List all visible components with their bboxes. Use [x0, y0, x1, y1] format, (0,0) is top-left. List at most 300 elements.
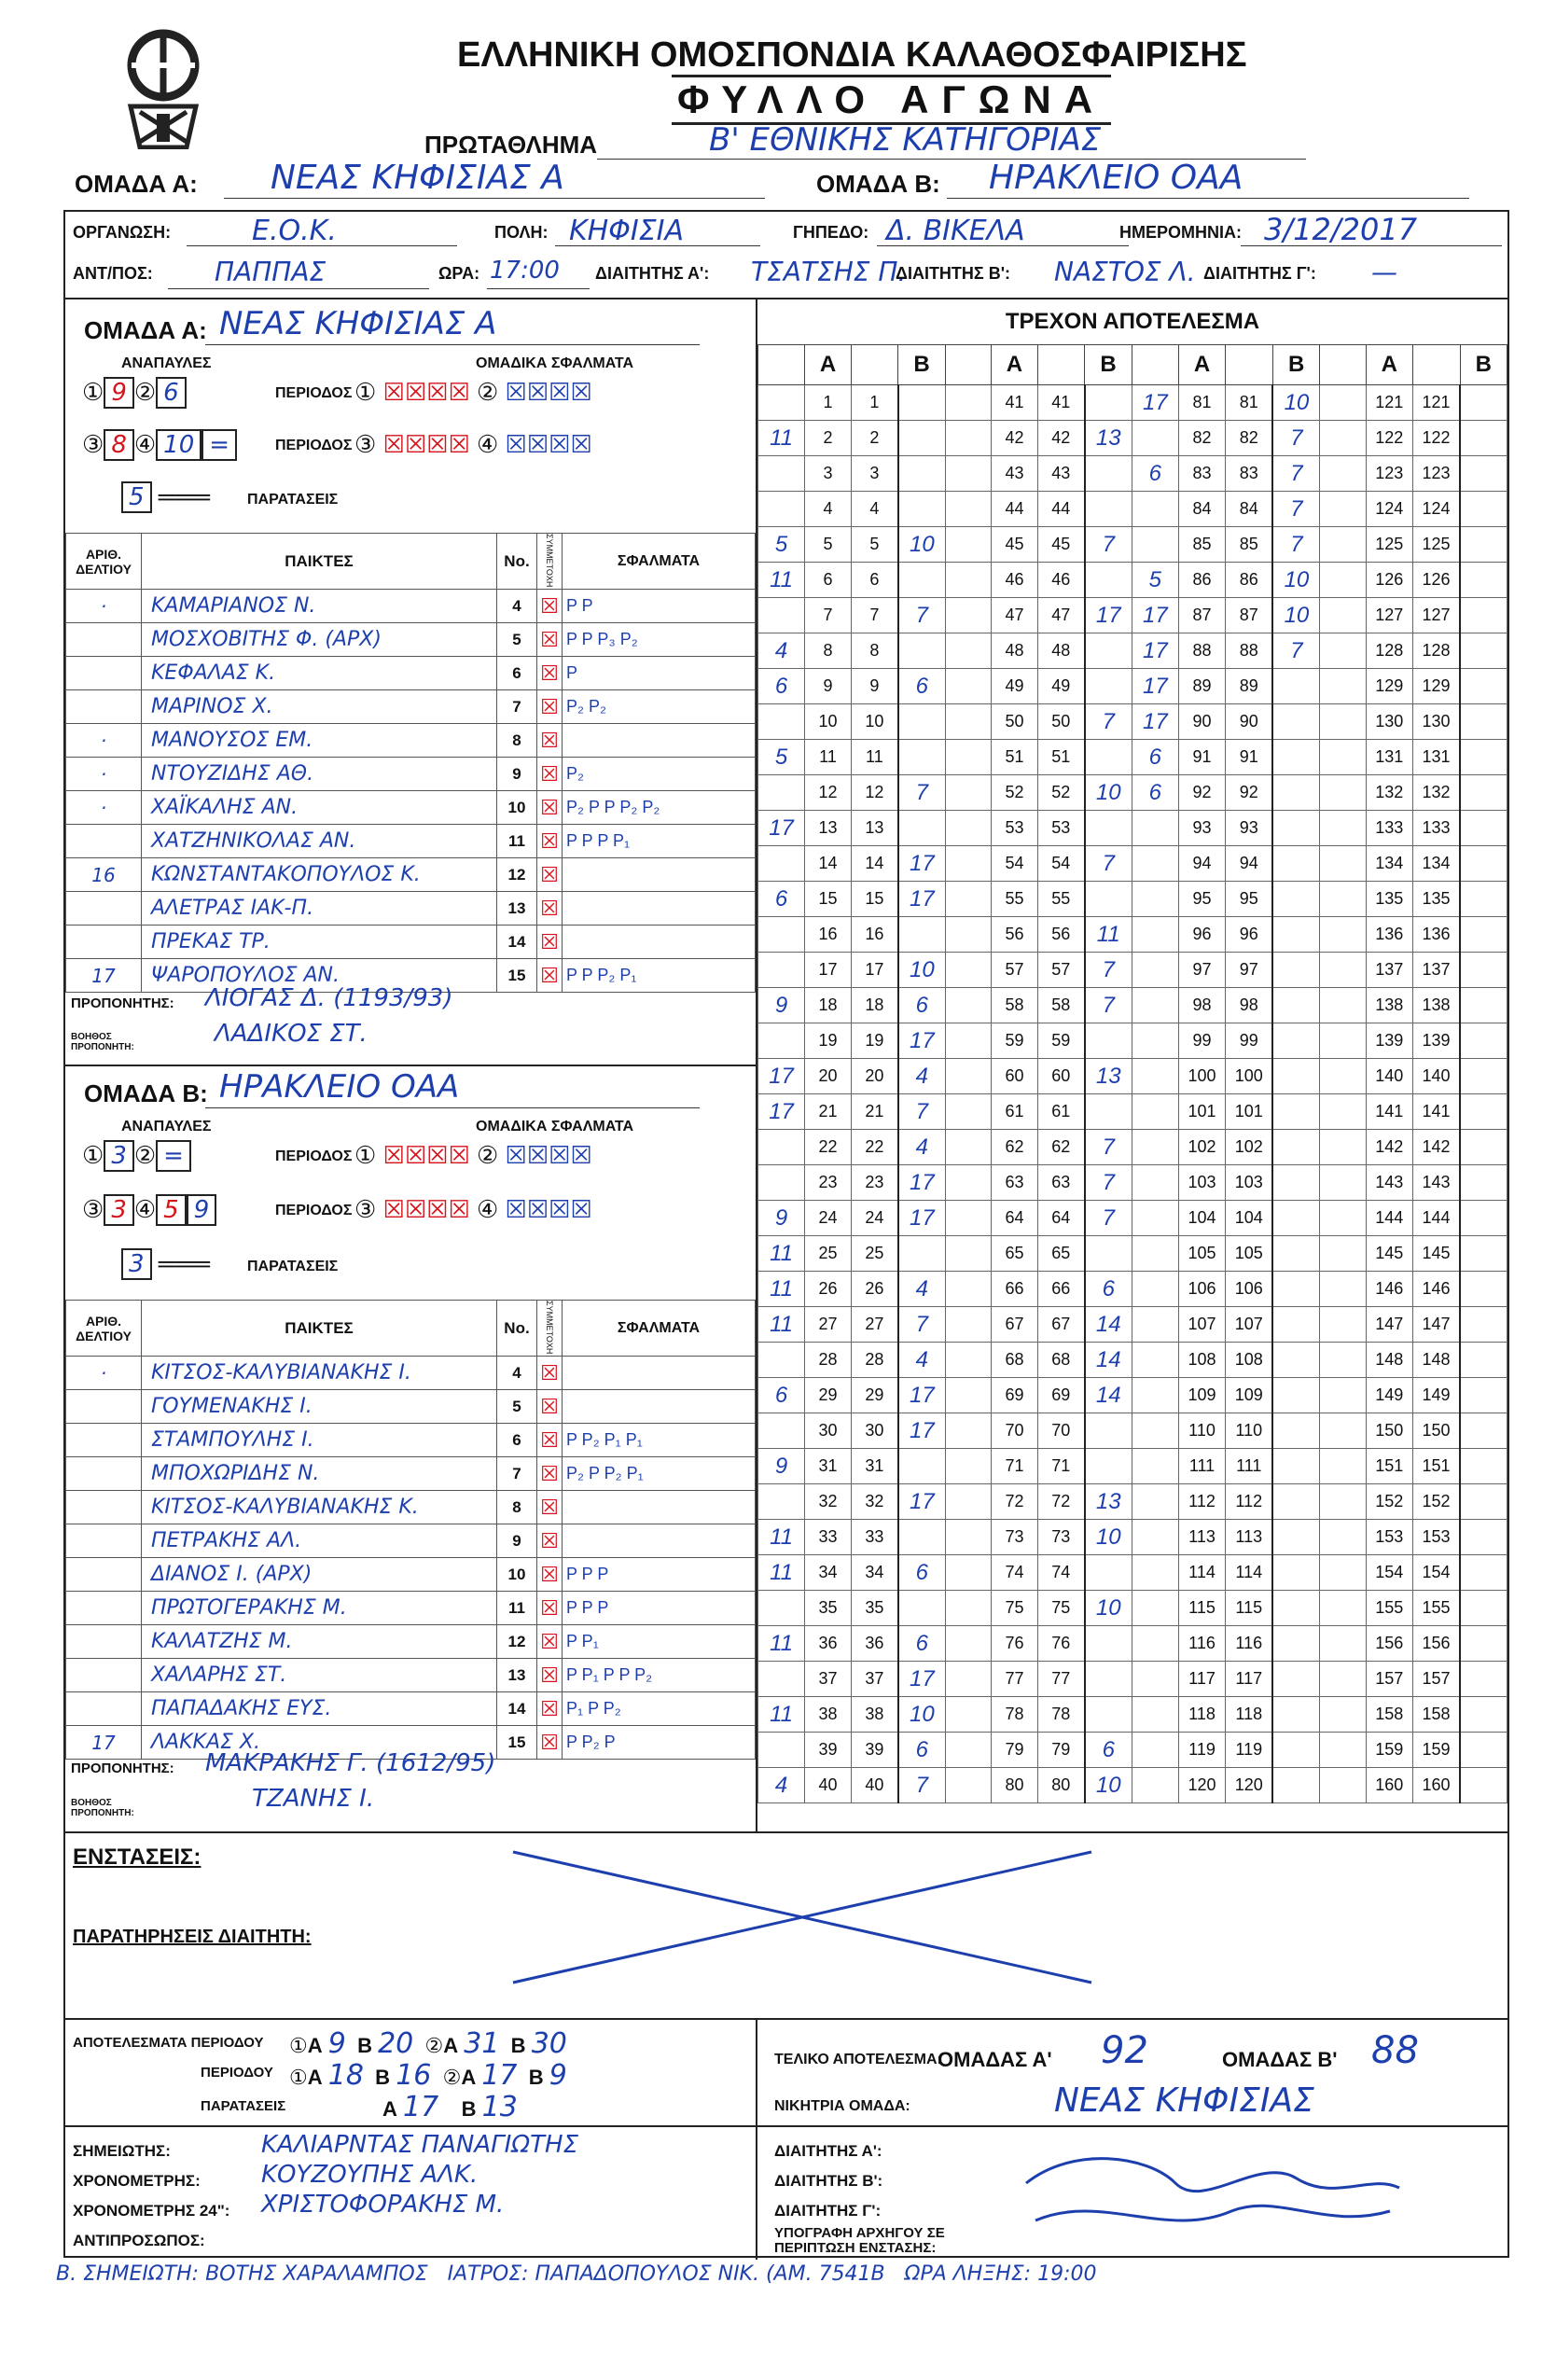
participation-mark: ☒: [537, 1457, 563, 1491]
player-fouls: P P₂ P₁ P₁: [563, 1424, 756, 1457]
score-row: [758, 527, 1507, 563]
score-row: [758, 1449, 1507, 1484]
score-b-point: 54: [1037, 846, 1084, 882]
score-row: [758, 1059, 1507, 1094]
org-label: ΟΡΓΑΝΩΣΗ:: [73, 223, 172, 242]
date-label: ΗΜΕΡΟΜΗΝΙΑ:: [1119, 223, 1242, 242]
scorer-a-number: [945, 1484, 991, 1520]
score-b-point: 104: [1226, 1201, 1273, 1236]
player-fouls: [563, 1357, 756, 1390]
scorer-b-number: [1460, 1733, 1507, 1768]
scorer-a-number: [1320, 1307, 1366, 1343]
score-a-point: 58: [992, 988, 1038, 1023]
scorer-b-number: [1272, 740, 1320, 775]
results-label: ΑΠΟΤΕΛΕΣΜΑΤΑ ΠΕΡΙΟΔΟΥ: [73, 2035, 264, 2051]
player-name: ΧΑΤΖΗΝΙΚΟΛΑΣ ΑΝ.: [142, 825, 497, 858]
scorer-b-number: [1460, 882, 1507, 917]
score-b-point: 47: [1037, 598, 1084, 633]
score-b-point: 51: [1037, 740, 1084, 775]
player-number: 14: [497, 1692, 537, 1726]
scorer-b-number: [1085, 1697, 1132, 1733]
scorer-a-number: [1320, 1165, 1366, 1201]
scorer-b-number: [898, 704, 946, 740]
score-b-point: 114: [1226, 1555, 1273, 1591]
score-a-point: 120: [1178, 1768, 1225, 1803]
scorer-b-number: 10: [1272, 563, 1320, 598]
player-fouls: P₂ P P₂ P₁: [563, 1457, 756, 1491]
score-row: [758, 456, 1507, 492]
participation-mark: ☒: [537, 657, 563, 690]
scorer-a-number: [1132, 1165, 1178, 1201]
score-a-point: 133: [1366, 811, 1412, 846]
scorer-b-number: [1460, 1236, 1507, 1272]
player-fouls: P P: [563, 590, 756, 623]
scorer-b-number: 7: [1272, 456, 1320, 492]
score-a-point: 62: [992, 1130, 1038, 1165]
score-b-point: 10: [851, 704, 897, 740]
score-b-point: 152: [1412, 1484, 1460, 1520]
scorer-a-number: [945, 1236, 991, 1272]
scorer-b-number: [1460, 1201, 1507, 1236]
scorer-a-number: 11: [758, 1236, 805, 1272]
scorer-b-number: [1460, 1626, 1507, 1662]
score-b-point: 160: [1412, 1768, 1460, 1803]
score-row: [758, 1484, 1507, 1520]
overtime-timeouts: 5 ═══: [121, 482, 210, 511]
scorer-a-number: [945, 811, 991, 846]
score-a-point: 157: [1366, 1662, 1412, 1697]
player-number: 6: [497, 1424, 537, 1457]
scorer-a-number: [1320, 953, 1366, 988]
player-number: 7: [497, 690, 537, 724]
scorer-b-number: 10: [1272, 598, 1320, 633]
scorer-a-number: [1320, 1343, 1366, 1378]
participation-mark: ☒: [537, 1524, 563, 1558]
info-block: [65, 212, 1507, 299]
player-number: 11: [497, 1592, 537, 1625]
score-b-point: 79: [1037, 1733, 1084, 1768]
score-row: [758, 1591, 1507, 1626]
score-a-point: 57: [992, 953, 1038, 988]
scorer-a-number: [1132, 1591, 1178, 1626]
score-b-point: 18: [851, 988, 897, 1023]
scorer-a-number: [1320, 882, 1366, 917]
score-b-point: 23: [851, 1165, 897, 1201]
scorer-a-number: [1132, 1449, 1178, 1484]
score-a-point: 155: [1366, 1591, 1412, 1626]
score-row: [758, 1201, 1507, 1236]
score-a-point: 82: [1178, 421, 1225, 456]
score-b-point: 100: [1226, 1059, 1273, 1094]
score-a-point: 74: [992, 1555, 1038, 1591]
score-b-point: 2: [851, 421, 897, 456]
scorer-b-number: 17: [898, 1484, 946, 1520]
score-a-point: 96: [1178, 917, 1225, 953]
score-a-point: 43: [992, 456, 1038, 492]
scorer-a-number: [945, 882, 991, 917]
player-name: ΧΑΛΑΡΗΣ ΣΤ.: [142, 1659, 497, 1692]
scorer-b-number: [898, 492, 946, 527]
score-a-point: 151: [1366, 1449, 1412, 1484]
scorer-b-number: 4: [898, 1272, 946, 1307]
scorer-b-number: [1460, 1449, 1507, 1484]
scorer-a-number: [1320, 456, 1366, 492]
scorer-a-number: [945, 846, 991, 882]
player-name: ΚΕΦΑΛΑΣ Κ.: [142, 657, 497, 690]
scorer-a-number: [945, 1555, 991, 1591]
score-row: [758, 669, 1507, 704]
score-b-point: 58: [1037, 988, 1084, 1023]
scorer-b-number: [1272, 917, 1320, 953]
scorer-b-number: [1085, 385, 1132, 421]
score-a-point: 40: [805, 1768, 852, 1803]
scorer-a-number: [945, 1272, 991, 1307]
score-a-point: 99: [1178, 1023, 1225, 1059]
score-column-header: [945, 345, 991, 385]
score-row: [758, 1236, 1507, 1272]
score-a-point: 159: [1366, 1733, 1412, 1768]
score-a-point: 36: [805, 1626, 852, 1662]
score-a-point: 130: [1366, 704, 1412, 740]
scorer-b-number: [898, 1591, 946, 1626]
score-a-point: 101: [1178, 1094, 1225, 1130]
score-row: [758, 385, 1507, 421]
scorer-b-number: 17: [898, 1413, 946, 1449]
running-score-title: ΤΡΕΧΟΝ ΑΠΟΤΕΛΕΣΜΑ: [1005, 309, 1260, 334]
player-name: ΠΕΤΡΑΚΗΣ ΑΛ.: [142, 1524, 497, 1558]
score-column-header: [1412, 345, 1460, 385]
scorer-a-number: [758, 704, 805, 740]
running-score-panel: [757, 299, 1507, 1831]
team-b-coach-label: ΠΡΟΠΟΝΗΤΗΣ:: [71, 1761, 174, 1776]
scorer-a-number: [945, 527, 991, 563]
score-b-point: 80: [1037, 1768, 1084, 1803]
rep-label: ΑΝΤ/ΠΟΣ:: [73, 264, 153, 283]
score-b-point: 102: [1226, 1130, 1273, 1165]
score-a-point: 68: [992, 1343, 1038, 1378]
score-column-header: Β: [898, 345, 946, 385]
player-name: ΠΑΠΑΔΑΚΗΣ ΕΥΣ.: [142, 1692, 497, 1726]
participation-mark: ☒: [537, 623, 563, 657]
scorer-b-number: 6: [898, 1626, 946, 1662]
scorer-a-number: 11: [758, 421, 805, 456]
scorer-a-number: [1320, 740, 1366, 775]
scorer-b-number: 7: [1085, 953, 1132, 988]
score-a-point: 121: [1366, 385, 1412, 421]
player-card-number: [66, 1625, 142, 1659]
scorer-a-number: [1320, 1520, 1366, 1555]
team-b-fouls-p3-p4: ③ ☒☒☒☒ ④ ☒☒☒☒: [354, 1195, 592, 1224]
city-value: ΚΗΦΙΣΙΑ: [569, 215, 685, 247]
score-a-point: 35: [805, 1591, 852, 1626]
team-b-title-label: ΟΜΑΔΑ Β:: [84, 1079, 208, 1107]
score-b-point: 130: [1412, 704, 1460, 740]
score-b-point: 107: [1226, 1307, 1273, 1343]
scorer-b-number: [1272, 1165, 1320, 1201]
scorer-b-number: 6: [1085, 1733, 1132, 1768]
score-row: [758, 704, 1507, 740]
score-b-point: 92: [1226, 775, 1273, 811]
player-fouls: [563, 1524, 756, 1558]
score-row: [758, 775, 1507, 811]
scorer-a-number: [1132, 1094, 1178, 1130]
score-b-point: 121: [1412, 385, 1460, 421]
scorer-b-number: 13: [1085, 1484, 1132, 1520]
player-card-number: ·: [66, 590, 142, 623]
scorer-a-number: 17: [1132, 633, 1178, 669]
scorer-a-number: [1320, 1413, 1366, 1449]
player-card-number: 16: [66, 858, 142, 892]
scorer-a-number: [1132, 882, 1178, 917]
player-name: ΧΑΪΚΑΛΗΣ ΑΝ.: [142, 791, 497, 825]
participation-mark: ☒: [537, 791, 563, 825]
scorer-a-number: 17: [758, 1094, 805, 1130]
score-b-point: 17: [851, 953, 897, 988]
final-score-b: 88: [1371, 2029, 1419, 2072]
scorer-b-number: [1272, 1626, 1320, 1662]
score-b-point: 110: [1226, 1413, 1273, 1449]
score-b-point: 131: [1412, 740, 1460, 775]
score-b-point: 89: [1226, 669, 1273, 704]
rep-value: ΠΑΠΠΑΣ: [215, 257, 326, 287]
scorer-b-number: [1272, 1662, 1320, 1697]
score-b-point: 117: [1226, 1662, 1273, 1697]
scorer-a-number: [1320, 1591, 1366, 1626]
score-a-point: 156: [1366, 1626, 1412, 1662]
score-a-point: 72: [992, 1484, 1038, 1520]
score-b-point: 29: [851, 1378, 897, 1413]
player-name: ΨΑΡΟΠΟΥΛΟΣ ΑΝ.: [142, 959, 497, 993]
score-b-point: 95: [1226, 882, 1273, 917]
scorer-b-number: 17: [898, 1165, 946, 1201]
scorer-a-number: [1320, 633, 1366, 669]
scorer-a-number: [758, 1413, 805, 1449]
scorer-b-number: [1272, 1733, 1320, 1768]
scorer-a-number: [758, 846, 805, 882]
score-a-point: 1: [805, 385, 852, 421]
score-a-point: 154: [1366, 1555, 1412, 1591]
championship-label: ΠΡΩΤΑΘΛΗΜΑ: [424, 131, 598, 159]
score-column-header: [758, 345, 805, 385]
scorer-b-number: [1460, 1484, 1507, 1520]
player-number: 11: [497, 825, 537, 858]
score-a-point: 125: [1366, 527, 1412, 563]
score-column-header: [1320, 345, 1366, 385]
player-card-number: ·: [66, 724, 142, 758]
scorer-a-number: [945, 598, 991, 633]
score-a-point: 34: [805, 1555, 852, 1591]
score-a-point: 65: [992, 1236, 1038, 1272]
score-row: [758, 846, 1507, 882]
scorer-a-number: [1320, 1697, 1366, 1733]
team-a-player-row: [66, 758, 756, 791]
scorer-b-number: 7: [1085, 1201, 1132, 1236]
scorer-b-number: [1460, 846, 1507, 882]
participation-mark: ☒: [537, 690, 563, 724]
player-number: 5: [497, 1390, 537, 1424]
score-a-point: 5: [805, 527, 852, 563]
score-row: [758, 953, 1507, 988]
score-b-point: 52: [1037, 775, 1084, 811]
scorer-b-number: [898, 421, 946, 456]
timeouts-half1: ① 9 ② 6: [82, 378, 187, 407]
team-b-player-row: [66, 1491, 756, 1524]
score-a-point: 112: [1178, 1484, 1225, 1520]
score-a-point: 46: [992, 563, 1038, 598]
score-b-point: 126: [1412, 563, 1460, 598]
scorer-a-number: [945, 1413, 991, 1449]
score-a-point: 7: [805, 598, 852, 633]
score-a-point: 41: [992, 385, 1038, 421]
city-label: ΠΟΛΗ:: [494, 223, 549, 242]
scorer-b-number: [1085, 811, 1132, 846]
ref3-value: —: [1371, 257, 1397, 287]
player-number: 13: [497, 892, 537, 926]
scorer-b-number: 7: [898, 1307, 946, 1343]
scorer-a-number: [1320, 811, 1366, 846]
score-a-point: 19: [805, 1023, 852, 1059]
score-b-point: 48: [1037, 633, 1084, 669]
results-block: ΑΠΟΤΕΛΕΣΜΑΤΑ ΠΕΡΙΟΔΟΥ ΠΕΡΙΟΔΟΥ ΠΑΡΑΤΑΣΕΙΣ ①A 9 B 20 ②A 31 B 30 ①A 18 B 16 ②A 17 B 9 A 17 B 13 ΤΕΛΙΚΟ ΑΠΟΤΕΛΕΣΜΑ: ΟΜΑΔΑΣ Α' 92 ΟΜΑΔΑΣ Β' 88 ΝΙΚΗΤΡΙΑ ΟΜΑΔΑ: ΝΕΑΣ ΚΗΦΙΣΙΑΣ: [65, 2018, 1507, 2127]
scorer-b-number: [1460, 988, 1507, 1023]
score-a-point: 103: [1178, 1165, 1225, 1201]
scorer-a-number: [1132, 492, 1178, 527]
score-b-point: 156: [1412, 1626, 1460, 1662]
score-a-point: 95: [1178, 882, 1225, 917]
scorer-b-number: [1460, 492, 1507, 527]
scorer-b-number: 13: [1085, 1059, 1132, 1094]
championship-value: Β' ΕΘΝΙΚΗΣ ΚΑΤΗΓΟΡΙΑΣ: [709, 121, 1102, 159]
score-a-point: 60: [992, 1059, 1038, 1094]
scorer-a-number: [1132, 1378, 1178, 1413]
score-a-point: 13: [805, 811, 852, 846]
scorer-b-number: 6: [898, 1555, 946, 1591]
score-a-point: 61: [992, 1094, 1038, 1130]
player-card-number: [66, 1390, 142, 1424]
player-fouls: [563, 724, 756, 758]
team-b-player-row: [66, 1357, 756, 1390]
scorer-b-number: [1085, 1662, 1132, 1697]
scorer-a-number: [758, 456, 805, 492]
scorer-a-number: [945, 1591, 991, 1626]
scorer-b-number: 6: [898, 1733, 946, 1768]
score-b-point: 45: [1037, 527, 1084, 563]
player-fouls: [563, 858, 756, 892]
scorer-b-number: [1085, 633, 1132, 669]
score-b-point: 132: [1412, 775, 1460, 811]
score-a-point: 25: [805, 1236, 852, 1272]
scorer-a-number: 11: [758, 1520, 805, 1555]
score-a-point: 94: [1178, 846, 1225, 882]
score-b-point: 88: [1226, 633, 1273, 669]
team-a-panel: ΟΜΑΔΑ Α: ΝΕΑΣ ΚΗΦΙΣΙΑΣ Α ΑΝΑΠΑΥΛΕΣ ΟΜΑΔΙΚΑ ΣΦΑΛΜΑΤΑ ① 9 ② 6 ΠΕΡΙΟΔΟΣ ① ☒☒☒☒ ② ☒☒☒☒ ③ 8 ④ 10 = ΠΕΡΙΟΔΟΣ ③ ☒☒☒☒ ④ ☒☒☒☒ 5 ═══ ΠΑΡΑΤΑΣΕΙΣ ΑΡΙΘ. ΔΕΛΤΙΟΥ ΠΑΙΚΤΕΣ No. ΣΥΜΜΕΤΟΧΗ ΣΦΑΛΜΑΤΑ · ΚΑΜΑΡΙΑΝΟΣ Ν. 4 ☒ P P ΜΟΣΧΟΒΙΤΗΣ Φ. (ΑΡΧ) 5 ☒ P P P₃ P₂ ΚΕΦΑΛΑΣ Κ. 6 ☒ P ΜΑΡΙΝΟΣ Χ. 7 ☒ P₂ P₂ · ΜΑΝΟΥΣΟΣ ΕΜ. 8 ☒ · ΝΤΟΥΖΙΔΗΣ ΑΘ. 9 ☒ P₂ · ΧΑΪΚΑΛΗΣ ΑΝ. 10 ☒ P₂ P P P₂ P₂ ΧΑΤΖΗΝΙΚΟΛΑΣ ΑΝ. 11 ☒ P P P P₁ 16 ΚΩΝΣΤΑΝΤΑΚΟΠΟΥΛΟΣ Κ. 12 ☒ ΑΛΕΤΡΑΣ ΙΑΚ-Π. 13 ☒ ΠΡΕΚΑΣ ΤΡ. 14 ☒ 17 ΨΑΡΟΠΟΥΛΟΣ ΑΝ. 15 ☒ P P P₂ P₁ ΠΡΟΠΟΝΗΤΗΣ: ΛΙΟΓΑΣ Δ. (1193/93) ΒΟΗΘΟΣ ΠΡΟΠΟΝΗΤΗ: ΛΑΔΙΚΟΣ ΣΤ.: [65, 299, 757, 1065]
score-b-point: 40: [851, 1768, 897, 1803]
player-fouls: P₂ P P P₂ P₂: [563, 791, 756, 825]
scorer-a-number: [1132, 988, 1178, 1023]
scorer-a-number: [945, 385, 991, 421]
scorer-b-number: [898, 563, 946, 598]
player-name: ΔΙΑΝΟΣ Ι. (ΑΡΧ): [142, 1558, 497, 1592]
score-a-point: 149: [1366, 1378, 1412, 1413]
score-b-point: 109: [1226, 1378, 1273, 1413]
scorer-b-number: [898, 633, 946, 669]
team-a-player-row: [66, 892, 756, 926]
participation-mark: ☒: [537, 1625, 563, 1659]
scorer-b-number: 7: [898, 1094, 946, 1130]
winner-value: ΝΕΑΣ ΚΗΦΙΣΙΑΣ: [1054, 2081, 1314, 2120]
score-column-header: Α: [992, 345, 1038, 385]
scorer-a-number: 6: [758, 882, 805, 917]
score-a-point: 38: [805, 1697, 852, 1733]
score-b-point: 71: [1037, 1449, 1084, 1484]
scorer-b-number: [1272, 1307, 1320, 1343]
scorer-b-number: [1460, 1094, 1507, 1130]
score-row: [758, 740, 1507, 775]
scorer-b-number: 6: [898, 669, 946, 704]
scorer-a-number: [758, 917, 805, 953]
scorer-b-number: 10: [898, 527, 946, 563]
player-name: ΜΠΟΧΩΡΙΔΗΣ Ν.: [142, 1457, 497, 1491]
scorer-a-number: [1320, 1272, 1366, 1307]
scorer-a-number: [1320, 1449, 1366, 1484]
score-a-point: 67: [992, 1307, 1038, 1343]
player-card-number: ·: [66, 791, 142, 825]
player-number: 14: [497, 926, 537, 959]
score-a-point: 93: [1178, 811, 1225, 846]
score-row: [758, 917, 1507, 953]
score-a-point: 116: [1178, 1626, 1225, 1662]
scorer-b-number: [1460, 527, 1507, 563]
scorer-b-number: 10: [1085, 1591, 1132, 1626]
score-a-point: 63: [992, 1165, 1038, 1201]
scorer-b-number: [1460, 811, 1507, 846]
scorer-b-number: [1460, 1697, 1507, 1733]
score-b-point: 42: [1037, 421, 1084, 456]
scorer-a-number: [945, 1520, 991, 1555]
score-b-point: 155: [1412, 1591, 1460, 1626]
player-fouls: [563, 1390, 756, 1424]
scorer-b-number: [1460, 1165, 1507, 1201]
scorer-b-number: 7: [1085, 846, 1132, 882]
score-a-point: 83: [1178, 456, 1225, 492]
participation-mark: ☒: [537, 1692, 563, 1726]
scorer-b-number: [1272, 1094, 1320, 1130]
scorer-b-number: [1460, 1768, 1507, 1803]
score-column-header: [1037, 345, 1084, 385]
score-b-point: 143: [1412, 1165, 1460, 1201]
score-a-point: 78: [992, 1697, 1038, 1733]
score-row: [758, 1768, 1507, 1803]
score-a-point: 98: [1178, 988, 1225, 1023]
scorer-b-number: [898, 1236, 946, 1272]
scorer-a-number: [1320, 669, 1366, 704]
player-number: 12: [497, 858, 537, 892]
timer24-value: ΧΡΙΣΤΟΦΟΡΑΚΗΣ Μ.: [261, 2191, 505, 2219]
scorer-a-number: [1132, 846, 1178, 882]
score-a-point: 85: [1178, 527, 1225, 563]
scorer-b-number: 17: [898, 846, 946, 882]
score-b-point: 32: [851, 1484, 897, 1520]
score-column-header: Α: [805, 345, 852, 385]
score-b-point: 150: [1412, 1413, 1460, 1449]
score-b-point: 127: [1412, 598, 1460, 633]
scorer-a-number: [1320, 1130, 1366, 1165]
player-number: 15: [497, 1726, 537, 1760]
score-b-point: 135: [1412, 882, 1460, 917]
scorer-a-number: [758, 1165, 805, 1201]
score-row: [758, 1272, 1507, 1307]
score-a-point: 39: [805, 1733, 852, 1768]
